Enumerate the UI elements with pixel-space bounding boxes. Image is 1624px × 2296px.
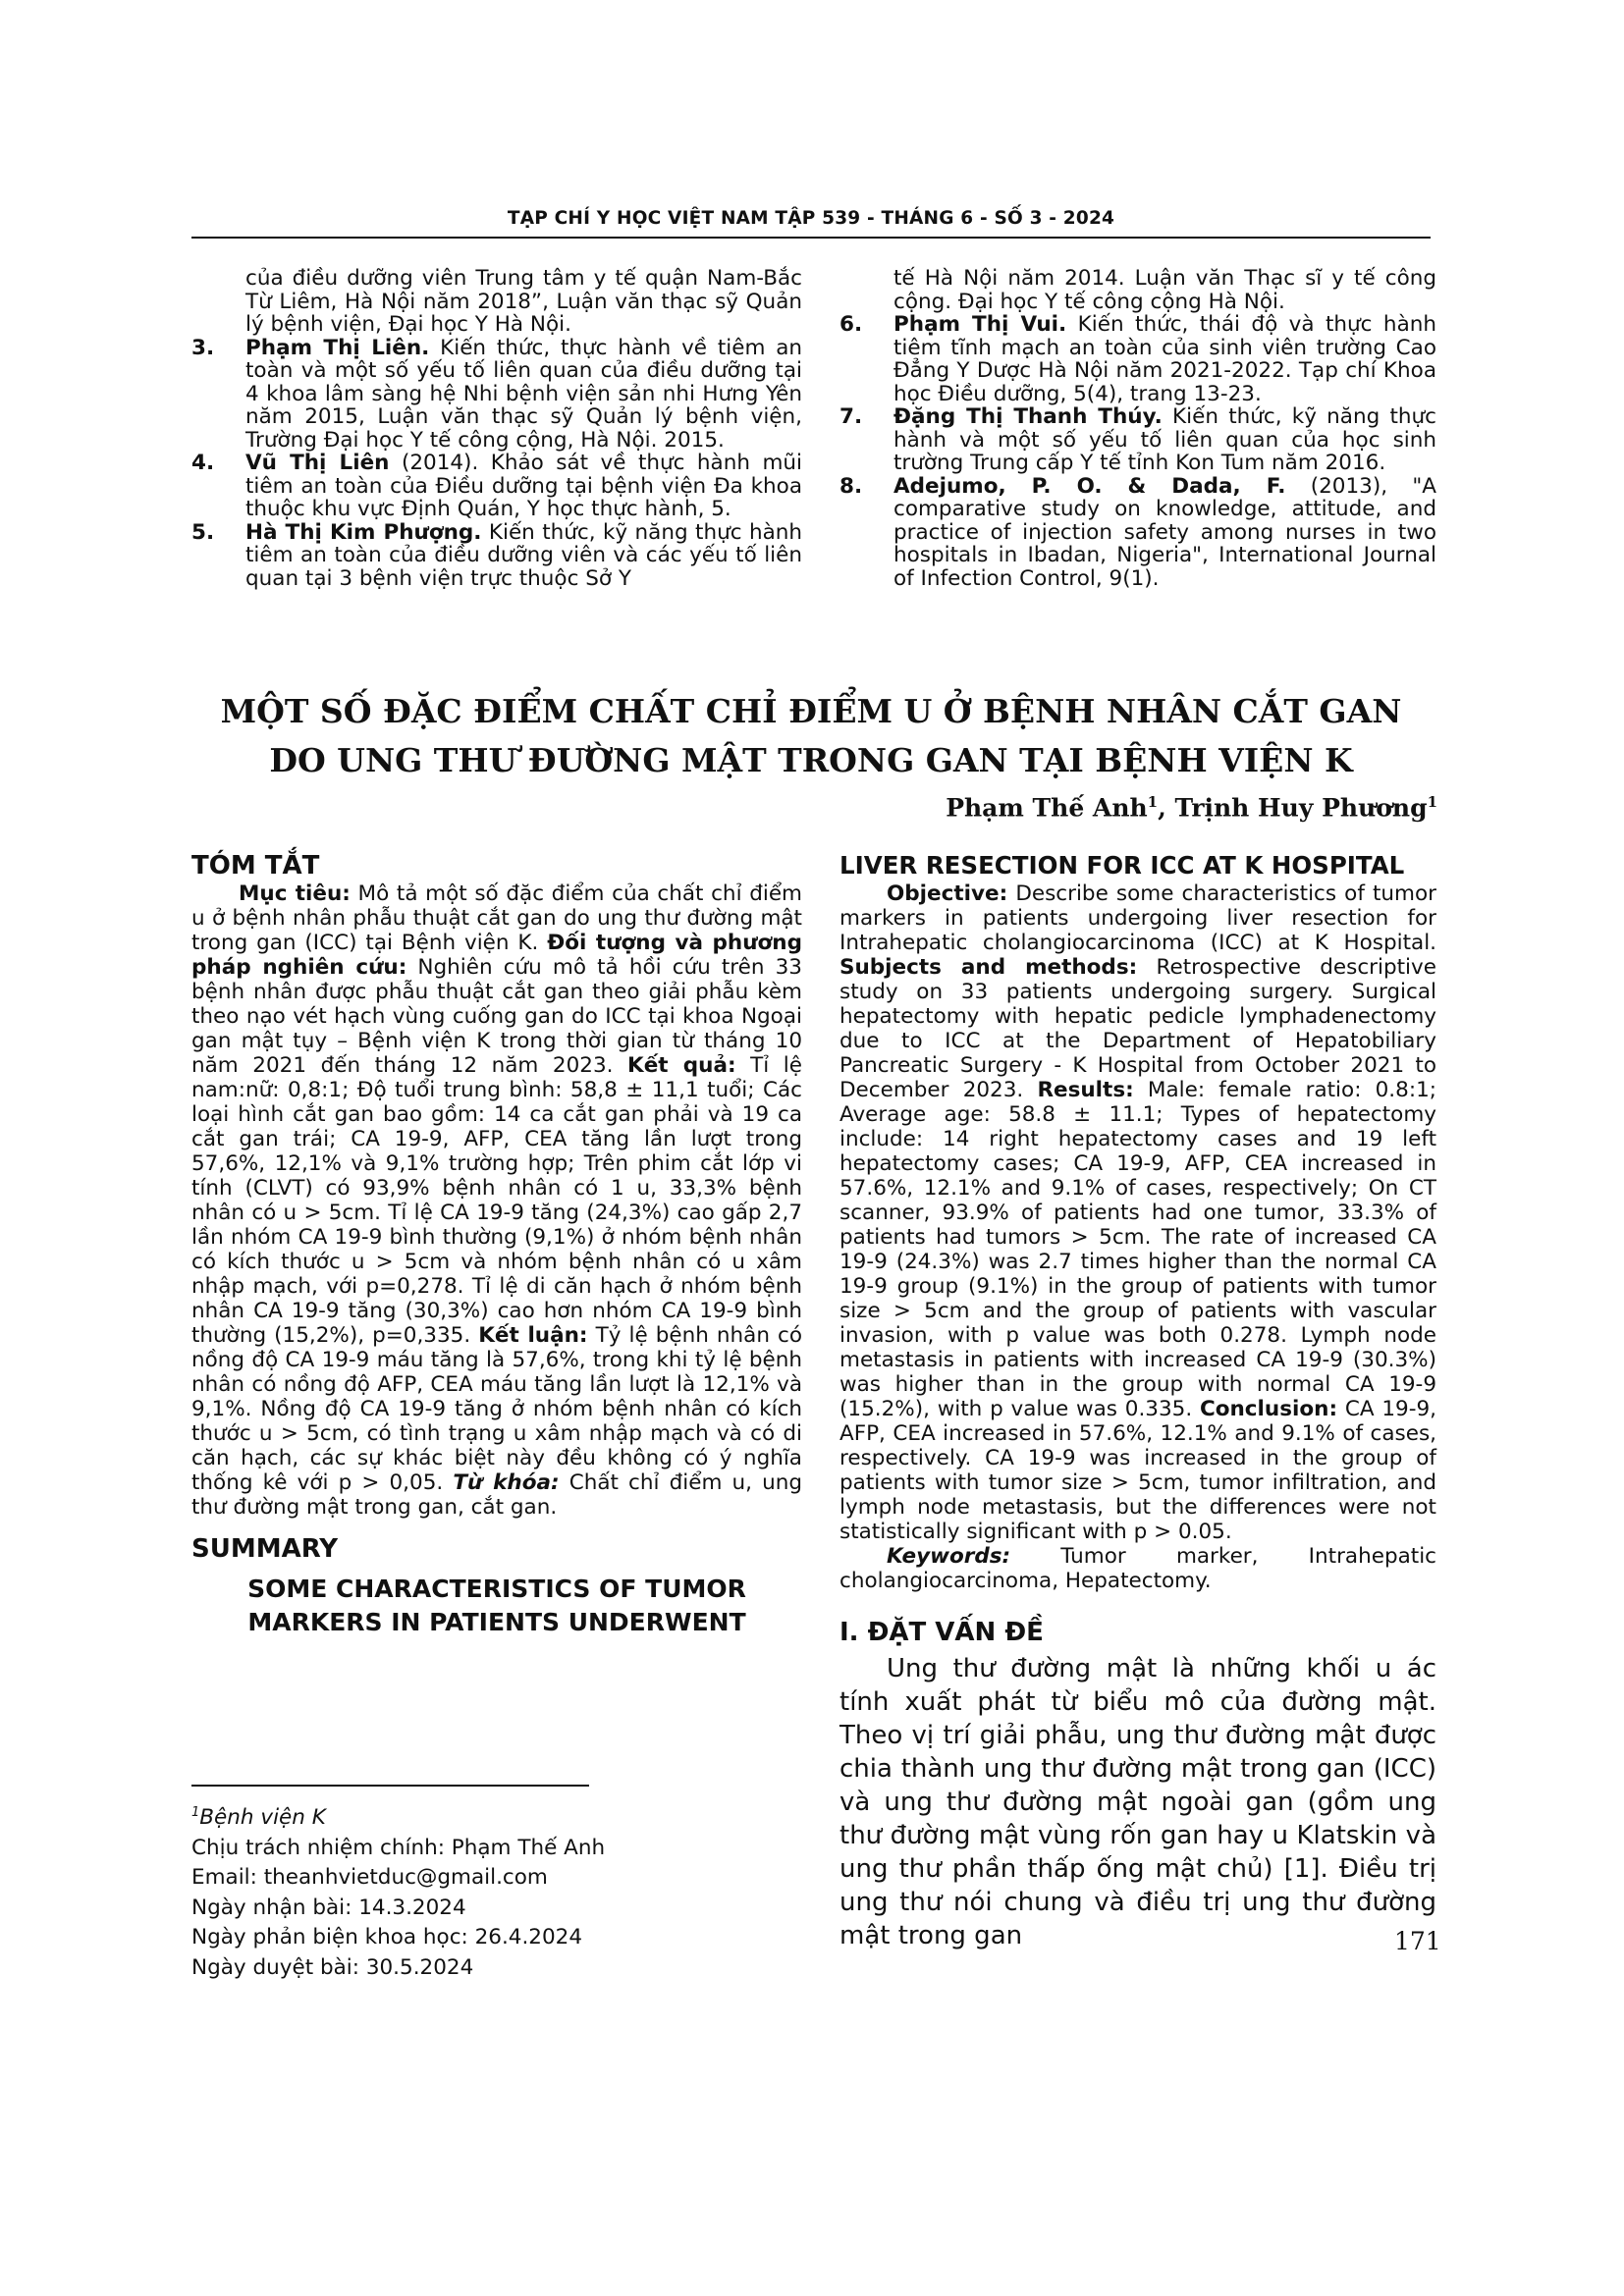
reference-continuation: của điều dưỡng viên Trung tâm y tế quận Nam-Bắc Từ Liêm, Hà Nội năm 2018”, Luận văn thạc sỹ Quản lý bệnh viện, Đại học Y Hà Nội. [245,266,802,337]
reference-author: Phạm Thị Liên. [245,335,430,360]
label-keywords: Từ khóa: [453,1470,560,1495]
reference-text: Kiến thức, thái độ và thực hành tiêm tĩnh mạch an toàn của sinh viên trường Cao Đẳng Y Dược Hà Nội năm 2021-2022. Tạp chí Khoa học Điều dưỡng, 5(4), trang 13-23. [893,312,1436,406]
reference-author: Hà Thị Kim Phượng. [245,519,482,545]
article-title [191,687,1431,785]
english-title-part2: LIVER RESECTION FOR ICC AT K HOSPITAL [839,851,1405,880]
text-objective: Describe some characteristics of tumor markers in patients undergoing liver resection for Intrahepatic cholangiocarcinoma (ICC) at K Hospital. [839,881,1436,955]
text-keywords: Chất chỉ điểm u, ung thư đường mật trong gan, cắt gan. [191,1470,802,1520]
reference-number: 5. [191,519,215,545]
reference-number: 4. [191,451,215,475]
intro-paragraph: Ung thư đường mật là những khối u ác tính xuất phát từ biểu mô của đường mật. Theo vị trí giải phẫu, ung thư đường mật được chia thành ung thư đường mật trong gan (ICC) và ung thư đường mật ngoài gan (gồm ung thư đường mật vùng rốn gan hay u Klatskin và ung thư phần thấp ống mật chủ) [1]. Điều trị ung thư nói chung và điều trị ung thư đường mật trong gan [839,1654,1436,1950]
reference-text: Kiến thức, kỹ năng thực hành và một số yếu tố liên quan của học sinh trường Trung cấp Y tế tỉnh Kon Tum năm 2016. [893,404,1436,475]
footnote-affiliation-text: Bệnh viện K [199,1805,326,1831]
label-objective: Objective: [887,881,1008,906]
text-conclusion: CA 19-9, AFP, CEA increased in 57.6%, 12.1% and 9.1% of cases, respectively. CA 19-9 was increased in the group of patients with tumor size > 5cm, tumor infiltration, and lymph node metastasis, but the differences were not statistically significant with p > 0.05. [839,1397,1436,1544]
label-methods: Subjects and methods: [839,955,1138,980]
reference-author: Đặng Thị Thanh Thúy. [893,404,1163,429]
text-methods: Retrospective descriptive study on 33 patients undergoing surgery. Surgical hepatectomy with hepatic pedicle lymphadenectomy due to ICC at the Department of Hepatobiliary Pancreatic Surgery - K Hospital from October 2021 to December 2023. [839,955,1436,1102]
abstract-paragraph [191,881,802,1520]
reference-number: 6. [839,312,863,337]
reference-author: Phạm Thị Vui. [893,312,1067,337]
reference-item [839,475,1436,591]
reference-author: Adejumo, P. O. & Dada, F. [893,473,1286,499]
abstract-en [839,850,1436,1952]
authors-line [946,793,1437,822]
text-methods: Nghiên cứu mô tả hồi cứu trên 33 bệnh nhân được phẫu thuật cắt gan theo giải phẫu kèm theo nạo vét hạch vùng cuống gan do ICC tại khoa Ngoại gan mật tụy – Bệnh viện K trong thời gian từ tháng 10 năm 2021 đến tháng 12 năm 2023. [191,955,802,1078]
label-results: Results: [1037,1078,1134,1102]
abstract-vn [191,850,802,1639]
reference-text: (2013), "A comparative study on knowledge, attitude, and practice of injection safety among nurses in two hospitals in Ibadan, Nigeria", International Journal of Infection Control, 9(1). [893,473,1437,591]
reference-number: 3. [191,335,215,360]
header-rule [191,237,1431,239]
author-separator: , [1158,793,1175,823]
reference-item [839,405,1436,475]
text-conclusion: Tỷ lệ bệnh nhân có nồng độ CA 19-9 máu tăng là 57,6%, trong khi tỷ lệ bệnh nhân có nồng độ AFP, CEA máu tăng lần lượt là 12,1% và 9,1%. Nồng độ CA 19-9 tăng ở nhóm bệnh nhân có kích thước u > 5cm, có tình trạng u xâm nhập mạch và có di căn hạch, các sự khác biệt này đều không có ý nghĩa thống kê với p > 0,05. [191,1323,802,1495]
reference-number: 7. [839,404,863,429]
reference-text: Kiến thức, thực hành về tiêm an toàn và một số yếu tố liên quan của điều dưỡng tại 4 khoa lâm sàng hệ Nhi bệnh viện sản nhi Hưng Yên năm 2015, Luận văn thạc sỹ Quản lý bệnh viện, Trường Đại học Y tế công cộng, Hà Nội. 2015. [245,335,802,453]
affiliation-mark: 1 [1427,793,1437,811]
footnote-email: Email: theanhvietduc@gmail.com [191,1865,548,1891]
label-conclusion: Kết luận: [478,1323,588,1348]
running-header: TẠP CHÍ Y HỌC VIỆT NAM TẬP 539 - THÁNG 6 - SỐ 3 - 2024 [507,208,1115,229]
article-title-line: DO UNG THƯ ĐƯỜNG MẬT TRONG GAN TẠI BỆNH VIỆN K [269,741,1353,779]
footnote-accepted: Ngày duyệt bài: 30.5.2024 [191,1954,474,1980]
references-right [839,267,1436,590]
article-title-line: MỘT SỐ ĐẶC ĐIỂM CHẤT CHỈ ĐIỂM U Ở BỆNH NHÂN CẮT GAN [220,692,1402,730]
label-results: Kết quả: [627,1053,736,1078]
keywords-paragraph [839,1544,1436,1593]
footnote-received: Ngày nhận bài: 14.3.2024 [191,1895,466,1920]
label-methods: Đối tượng và phương pháp nghiên cứu: [191,931,803,980]
reference-item [839,313,1436,405]
reference-text: Kiến thức, kỹ năng thực hành tiêm an toàn của điều dưỡng viên và các yếu tố liên quan tại 3 bệnh viện trực thuộc Sở Y [245,519,802,591]
footnote-rule [191,1785,589,1787]
text-objective: Mô tả một số đặc điểm của chất chỉ điểm u ở bệnh nhân phẫu thuật cắt gan do ung thư đường mật trong gan (ICC) tại Bệnh viện K. [191,881,802,955]
summary-paragraph [839,881,1436,1544]
footnote-mark: 1 [191,1805,200,1820]
footnote-reviewed: Ngày phản biện khoa học: 26.4.2024 [191,1925,583,1950]
reference-continuation: tế Hà Nội năm 2014. Luận văn Thạc sĩ y tế công cộng. Đại học Y tế công cộng Hà Nội. [893,266,1436,314]
text-results: Male: female ratio: 0.8:1; Average age: 58.8 ± 11.1; Types of hepatectomy include: 14 right hepatectomy cases and 19 left hepatectomy cases; CA 19-9, AFP, CEA increased in 57.6%, 12.1% and 9.1% of cases, respectively; On CT scanner, 93.9% of patients had one tumor, 33.3% of patients had tumors > 5cm. The rate of increased CA 19-9 (24.3%) was 2.7 times higher than the normal CA 19-9 group (9.1%) in the group of patients with tumor size > 5cm and the group of patients with vascular invasion, with p value was both 0.278. Lymph node metastasis in patients with increased CA 19-9 (30.3%) was higher than in the group with normal CA 19-9 (15.2%), with p value was 0.335. [839,1078,1436,1421]
intro-heading: I. ĐẶT VẤN ĐỀ [839,1618,1044,1647]
reference-item [191,452,802,521]
author-name: Phạm Thế Anh [946,793,1148,823]
text-keywords: Tumor marker, Intrahepatic cholangiocarcinoma, Hepatectomy. [839,1544,1436,1593]
abstract-heading: TÓM TẮT [191,851,320,881]
references-left [191,267,802,590]
reference-item [191,337,802,453]
english-title-part1: SOME CHARACTERISTICS OF TUMOR MARKERS IN PATIENTS UNDERWENT [247,1575,746,1636]
label-objective: Mục tiêu: [239,881,351,906]
affiliation-mark: 1 [1147,793,1159,811]
reference-text: (2014). Khảo sát về thực hành mũi tiêm an toàn của Điều dưỡng tại bệnh viện Đa khoa thuộc khu vực Định Quán, Y học thực hành, 5. [245,451,802,521]
page-number: 171 [1394,1927,1441,1955]
reference-number: 8. [839,473,863,499]
reference-item [191,521,802,591]
summary-heading: SUMMARY [191,1534,339,1564]
footnote-responsible: Chịu trách nhiệm chính: Phạm Thế Anh [191,1835,606,1860]
footnote-affiliation [191,1798,741,1834]
footnotes [191,1798,741,1983]
reference-author: Vũ Thị Liên [245,451,390,475]
author-name: Trịnh Huy Phương [1174,793,1428,823]
label-conclusion: Conclusion: [1199,1397,1338,1421]
label-keywords: Keywords: [887,1544,1011,1569]
text-results: Tỉ lệ nam:nữ: 0,8:1; Độ tuổi trung bình: 58,8 ± 11,1 tuổi; Các loại hình cắt gan bao gồm: 14 ca cắt gan phải và 19 ca cắt gan trái; CA 19-9, AFP, CEA tăng lần lượt trong 57,6%, 12,1% và 9,1% trường hợp; Trên phim cắt lớp vi tính (CLVT) có 93,9% bệnh nhân có 1 u, 33,3% bệnh nhân có u > 5cm. Tỉ lệ CA 19-9 tăng (24,3%) cao gấp 2,7 lần nhóm CA 19-9 bình thường (9,1%) ở nhóm bệnh nhân có kích thước u > 5cm và nhóm bệnh nhân có u xâm nhập mạch, với p=0,278. Tỉ lệ di căn hạch ở nhóm bệnh nhân CA 19-9 tăng (30,3%) cao hơn nhóm CA 19-9 bình thường (15,2%), p=0,335. [191,1053,802,1348]
